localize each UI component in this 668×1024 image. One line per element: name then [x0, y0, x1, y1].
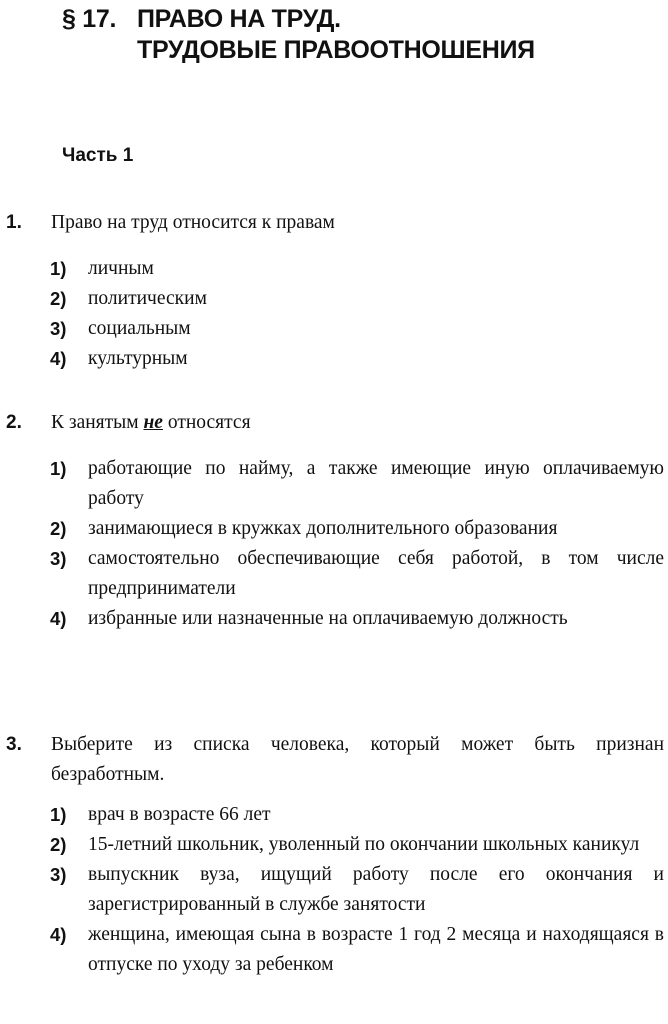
option-number: 4) — [50, 608, 67, 629]
options-list — [0, 454, 664, 634]
option-number: 4) — [50, 348, 67, 369]
section-title-line2: ТРУДОВЫЕ ПРАВООТНОШЕНИЯ — [137, 36, 535, 64]
option-text: самостоятельно обеспечивающие себя работой, в том числе предприниматели — [88, 548, 664, 599]
question-3 — [0, 730, 664, 980]
answer-option[interactable] — [0, 344, 664, 374]
question-number: 3. — [6, 734, 22, 755]
option-number: 4) — [50, 924, 67, 945]
option-number: 3) — [50, 548, 67, 569]
question-text — [51, 408, 664, 438]
answer-option[interactable] — [0, 860, 664, 920]
question-text: Выберите из списка человека, который может быть признан безработным. — [51, 734, 664, 785]
answer-option[interactable] — [0, 284, 664, 314]
option-text: женщина, имеющая сына в возрасте 1 год 2 месяца и находящаяся в отпуске по уходу за ребенком — [88, 924, 664, 975]
option-text: врач в возрасте 66 лет — [88, 804, 271, 825]
answer-option[interactable] — [0, 454, 664, 514]
answer-option[interactable] — [0, 254, 664, 284]
question-1 — [0, 208, 664, 374]
part-label: Часть 1 — [62, 145, 134, 166]
answer-option[interactable] — [0, 314, 664, 344]
option-number: 3) — [50, 318, 67, 339]
answer-option[interactable] — [0, 544, 664, 604]
option-text: выпускник вуза, ищущий работу после его окончания и зарегистрированный в службе занятости — [88, 864, 664, 915]
option-number: 2) — [50, 518, 67, 539]
option-number: 1) — [50, 804, 67, 825]
option-text: личным — [88, 258, 154, 279]
answer-option[interactable] — [0, 830, 664, 860]
question-number: 1. — [6, 212, 22, 233]
option-text: избранные или назначенные на оплачиваемую должность — [88, 608, 568, 629]
negation-word: не — [143, 412, 163, 433]
answer-option[interactable] — [0, 800, 664, 830]
answer-option[interactable] — [0, 604, 664, 634]
options-list — [0, 800, 664, 980]
option-number: 3) — [50, 864, 67, 885]
section-number: § 17. — [62, 5, 117, 33]
question-number: 2. — [6, 412, 22, 433]
option-text: занимающиеся в кружках дополнительного образования — [88, 518, 558, 539]
question-text-end: относятся — [167, 412, 251, 433]
answer-option[interactable] — [0, 514, 664, 544]
option-number: 2) — [50, 288, 67, 309]
option-number: 1) — [50, 458, 67, 479]
option-number: 2) — [50, 834, 67, 855]
option-text: социальным — [88, 318, 191, 339]
option-text: 15-летний школьник, уволенный по окончании школьных каникул — [88, 834, 640, 855]
question-text: Право на труд относится к правам — [51, 212, 335, 233]
option-text: культурным — [88, 348, 188, 369]
question-text-start: К занятым — [51, 412, 139, 433]
answer-option[interactable] — [0, 920, 664, 980]
options-list — [0, 254, 664, 374]
option-text: работающие по найму, а также имеющие иную оплачиваемую работу — [88, 458, 664, 509]
question-2 — [0, 408, 664, 634]
option-number: 1) — [50, 258, 67, 279]
option-text: политическим — [88, 288, 207, 309]
section-heading — [62, 4, 535, 66]
section-title-line1: ПРАВО НА ТРУД. — [137, 5, 341, 33]
